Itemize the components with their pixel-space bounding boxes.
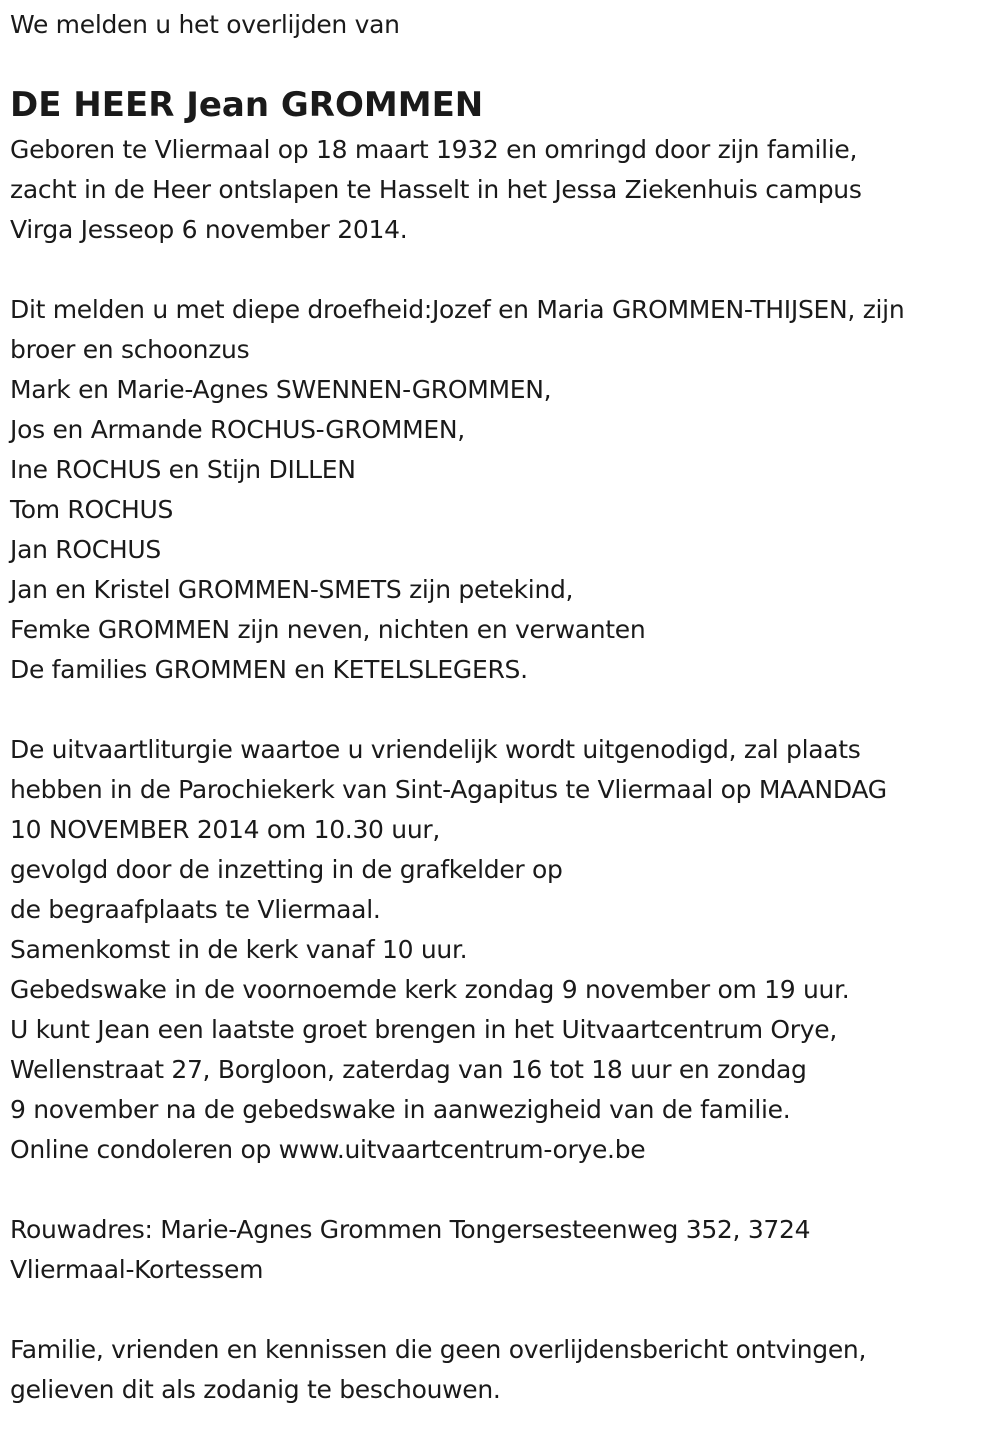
family-paragraph	[10, 290, 995, 690]
spacer	[10, 690, 995, 730]
address-line: Vliermaal-Kortessem	[10, 1255, 264, 1284]
funeral-line: hebben in de Parochiekerk van Sint-Agapitus te Vliermaal op MAANDAG	[10, 775, 887, 804]
family-line: Ine ROCHUS en Stijn DILLEN	[10, 455, 356, 484]
intro-text: We melden u het overlijden van	[10, 10, 400, 39]
closing-paragraph	[10, 1330, 995, 1410]
spacer	[10, 250, 995, 290]
closing-line: gelieven dit als zodanig te beschouwen.	[10, 1375, 501, 1404]
funeral-line: Gebedswake in de voornoemde kerk zondag 9 november om 19 uur.	[10, 975, 850, 1004]
deceased-name: DE HEER Jean GROMMEN	[10, 85, 484, 125]
family-line: broer en schoonzus	[10, 335, 250, 364]
address-line: Rouwadres: Marie-Agnes Grommen Tongersesteenweg 352, 3724	[10, 1215, 811, 1244]
family-line: De families GROMMEN en KETELSLEGERS.	[10, 655, 528, 684]
spacer	[10, 1290, 995, 1330]
funeral-line: U kunt Jean een laatste groet brengen in het Uitvaartcentrum Orye,	[10, 1015, 837, 1044]
family-line: Tom ROCHUS	[10, 495, 174, 524]
funeral-paragraph	[10, 730, 995, 1170]
birth-line: Geboren te Vliermaal op 18 maart 1932 en omringd door zijn familie,	[10, 135, 858, 164]
condolence-link-line: Online condoleren op www.uitvaartcentrum-orye.be	[10, 1135, 646, 1164]
funeral-line: De uitvaartliturgie waartoe u vriendelijk wordt uitgenodigd, zal plaats	[10, 735, 861, 764]
family-line: Mark en Marie-Agnes SWENNEN-GROMMEN,	[10, 375, 552, 404]
spacer	[10, 1170, 995, 1210]
family-line: Dit melden u met diepe droefheid:Jozef en Maria GROMMEN-THIJSEN, zijn	[10, 295, 905, 324]
funeral-line: Wellenstraat 27, Borgloon, zaterdag van 16 tot 18 uur en zondag	[10, 1055, 807, 1084]
birth-line: Virga Jesseop 6 november 2014.	[10, 215, 408, 244]
family-line: Jos en Armande ROCHUS-GROMMEN,	[10, 415, 465, 444]
family-line: Jan en Kristel GROMMEN-SMETS zijn petekind,	[10, 575, 574, 604]
address-paragraph	[10, 1210, 995, 1290]
family-line: Jan ROCHUS	[10, 535, 161, 564]
obituary-notice	[10, 0, 995, 1410]
funeral-line: Samenkomst in de kerk vanaf 10 uur.	[10, 935, 468, 964]
funeral-line: gevolgd door de inzetting in de grafkelder op	[10, 855, 563, 884]
birth-paragraph	[10, 130, 995, 250]
closing-line: Familie, vrienden en kennissen die geen overlijdensbericht ontvingen,	[10, 1335, 867, 1364]
funeral-line: 10 NOVEMBER 2014 om 10.30 uur,	[10, 815, 441, 844]
funeral-line: de begraafplaats te Vliermaal.	[10, 895, 381, 924]
birth-line: zacht in de Heer ontslapen te Hasselt in het Jessa Ziekenhuis campus	[10, 175, 862, 204]
family-line: Femke GROMMEN zijn neven, nichten en verwanten	[10, 615, 646, 644]
funeral-line: 9 november na de gebedswake in aanwezigheid van de familie.	[10, 1095, 791, 1124]
